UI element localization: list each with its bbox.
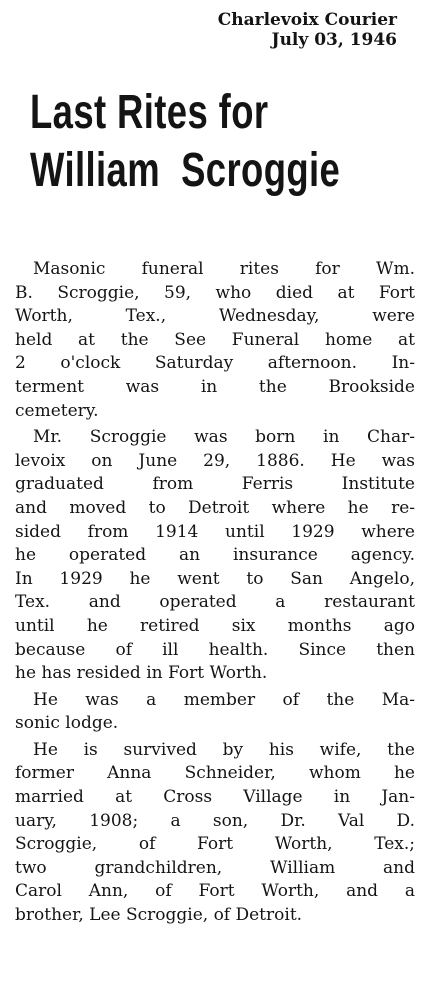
article-line: Carol Ann, of Fort Worth, and a [15,881,415,902]
article-line: He is survived by his wife, the [33,739,415,760]
article-line: and moved to Detroit where he re- [15,497,415,518]
article-line: held at the See Funeral home at [15,329,415,350]
article-paragraph [15,689,415,736]
article-line: In 1929 he went to San Angelo, [15,568,415,589]
article-line: sided from 1914 until 1929 where [15,521,415,542]
article-line: cemetery. [15,400,99,421]
publication-date: July 03, 1946 [271,30,397,50]
article-line: Mr. Scroggie was born in Char- [33,427,415,448]
article-line: former Anna Schneider, whom he [15,763,415,784]
article-line: graduated from Ferris Institute [15,474,415,495]
article-line: married at Cross Village in Jan- [15,787,415,808]
publication-name: Charlevoix Courier [217,10,397,30]
article-line: levoix on June 29, 1886. He was [15,450,415,471]
article-line: Worth, Tex., Wednesday, were [15,306,415,327]
article-line: He was a member of the Ma- [33,689,415,710]
article-line: he has resided in Fort Worth. [15,663,268,684]
article-line: sonic lodge. [15,713,119,734]
headline [30,84,341,200]
headline-line-1: Last Rites for [30,86,269,139]
article-paragraph [15,739,415,928]
article-line: 2 o'clock Saturday afternoon. In- [15,353,415,374]
article-line: Scroggie, of Fort Worth, Tex.; [15,834,415,855]
article-line: uary, 1908; a son, Dr. Val D. [15,810,415,831]
article-paragraph [15,426,415,686]
article-line: Masonic funeral rites for Wm. [33,259,415,279]
article-line: two grandchildren, William and [15,857,415,878]
article-line: he operated an insurance agency. [15,545,415,566]
article-line: Tex. and operated a restaurant [15,592,415,613]
article-line: brother, Lee Scroggie, of Detroit. [15,905,303,926]
headline-line-2: William Scroggie [30,144,341,197]
masthead [218,10,397,50]
article-line: B. Scroggie, 59, who died at Fort [15,282,415,303]
article-line: terment was in the Brookside [15,376,415,397]
article-line: because of ill health. Since then [15,639,415,660]
article-paragraph [15,258,415,423]
article-body [15,258,415,931]
article-line: until he retired six months ago [15,615,415,636]
